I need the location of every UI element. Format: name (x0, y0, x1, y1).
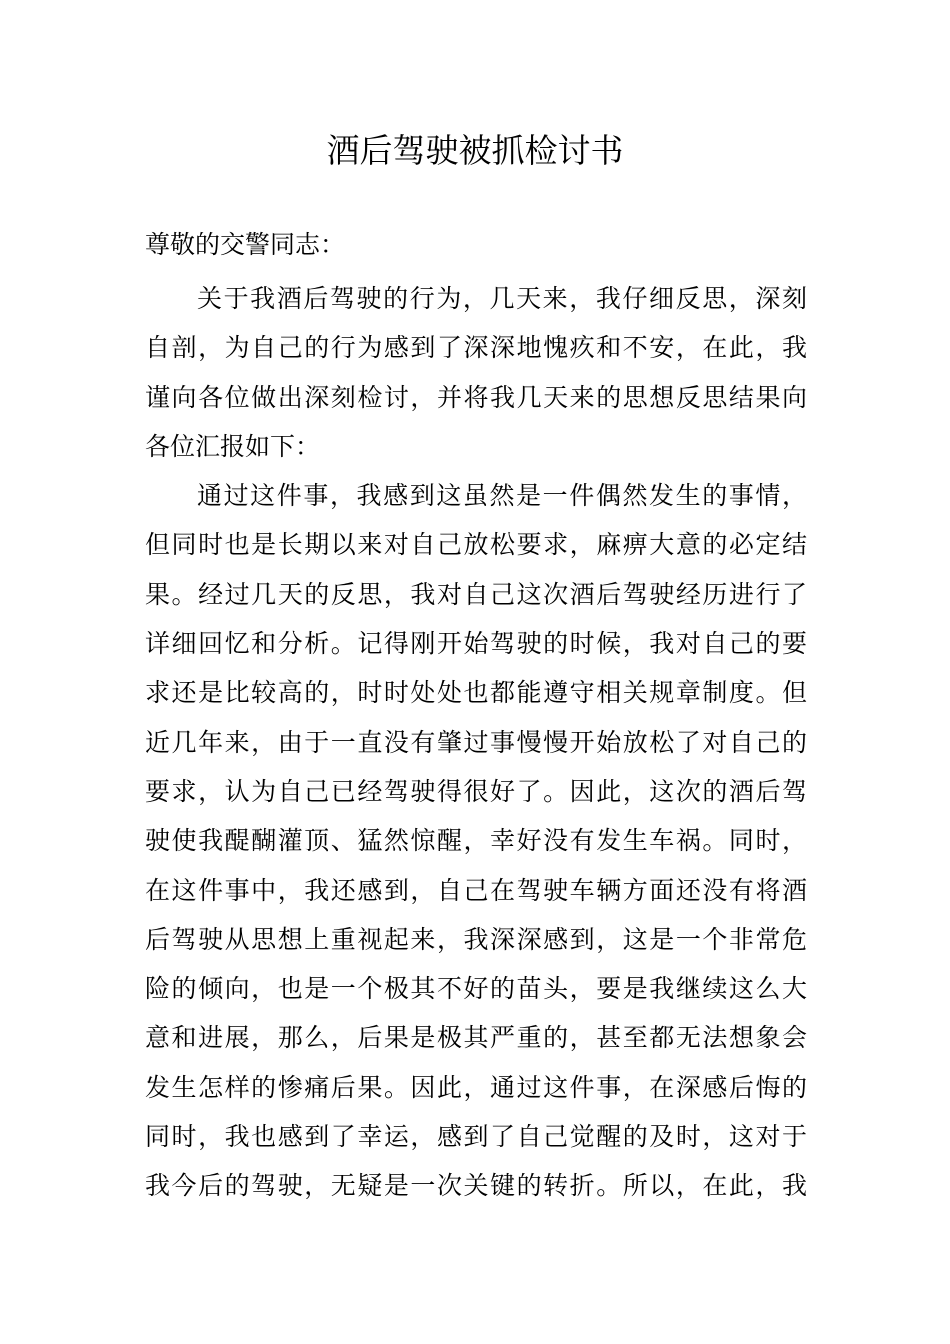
paragraph-1 (145, 274, 807, 471)
paragraph-line: 通过这件事，我感到这虽然是一件偶然发生的事情， (197, 481, 807, 511)
paragraph-line: 险的倾向，也是一个极其不好的苗头，要是我继续这么大 (145, 974, 807, 1004)
paragraph-line: 果。经过几天的反思，我对自己这次酒后驾驶经历进行了 (145, 579, 807, 609)
paragraph-line: 发生怎样的惨痛后果。因此，通过这件事，在深感后悔的 (145, 1072, 807, 1102)
document-title: 酒后驾驶被抓检讨书 (326, 131, 624, 170)
salutation: 尊敬的交警同志： (145, 230, 346, 259)
paragraph-line: 后驾驶从思想上重视起来，我深深感到，这是一个非常危 (145, 924, 807, 954)
document-body (145, 274, 807, 1211)
paragraph-line: 谨向各位做出深刻检讨，并将我几天来的思想反思结果向 (145, 382, 807, 412)
paragraph-line: 近几年来，由于一直没有肇过事慢慢开始放松了对自己的 (145, 727, 807, 757)
paragraph-line: 各位汇报如下： (145, 431, 321, 461)
paragraph-line: 意和进展，那么，后果是极其严重的，甚至都无法想象会 (145, 1023, 807, 1053)
paragraph-line: 同时，我也感到了幸运，感到了自己觉醒的及时，这对于 (145, 1122, 807, 1152)
paragraph-line: 驶使我醍醐灌顶、猛然惊醒，幸好没有发生车祸。同时， (145, 826, 807, 856)
paragraph-line: 我今后的驾驶，无疑是一次关键的转折。所以，在此，我 (145, 1171, 807, 1201)
paragraph-line: 关于我酒后驾驶的行为，几天来，我仔细反思，深刻 (197, 284, 807, 313)
paragraph-line: 但同时也是长期以来对自己放松要求，麻痹大意的必定结 (145, 530, 807, 560)
paragraph-line: 详细回忆和分析。记得刚开始驾驶的时候，我对自己的要 (145, 629, 807, 659)
paragraph-line: 求还是比较高的，时时处处也都能遵守相关规章制度。但 (145, 678, 807, 708)
paragraph-line: 在这件事中，我还感到，自己在驾驶车辆方面还没有将酒 (145, 875, 807, 905)
paragraph-2 (145, 471, 807, 1210)
paragraph-line: 自剖，为自己的行为感到了深深地愧疚和不安，在此，我 (145, 333, 807, 363)
paragraph-line: 要求，认为自己已经驾驶得很好了。因此，这次的酒后驾 (145, 776, 807, 806)
